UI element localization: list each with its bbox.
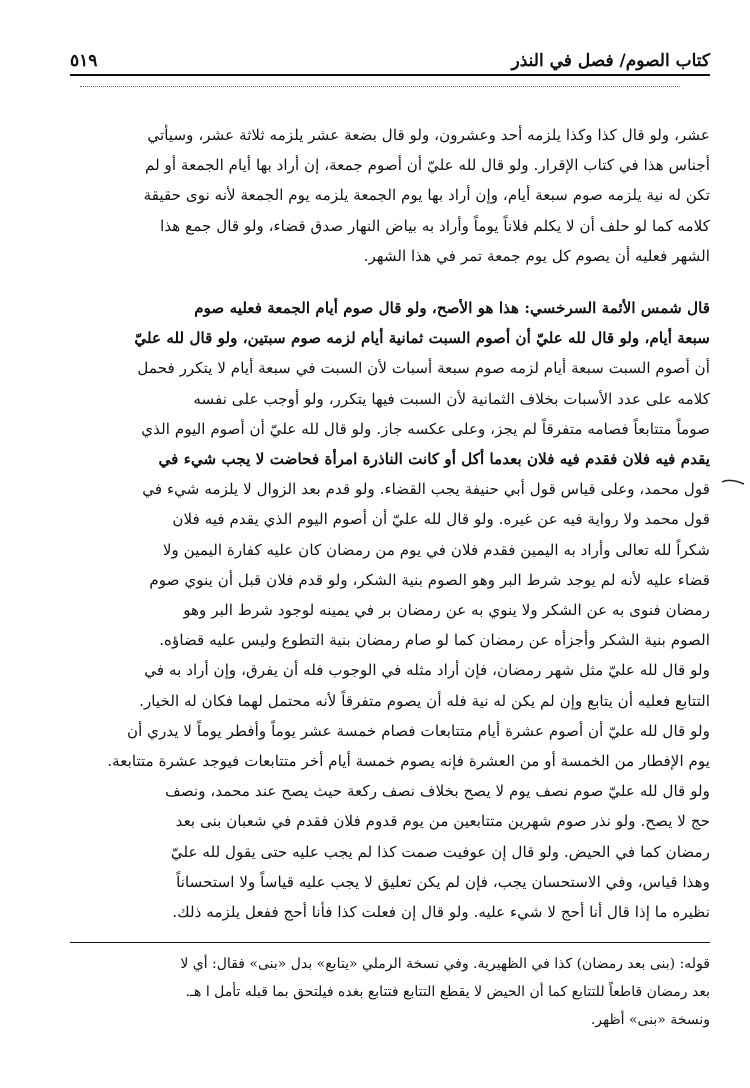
- text-line: التتابع فعليه أن يتابع وإن لم يكن له نية فله أن يصوم متفرقاً لأنه محتمل لهما فكان له الخيار.: [139, 691, 710, 710]
- footnotes: [70, 950, 710, 1034]
- text-line: ولو قال لله عليّ صوم نصف يوم لا يصح بخلاف نصف ركعة حيث يصح عند محمد، ونصف: [165, 782, 710, 801]
- text-line: كلامه على عدد الأسبات بخلاف الثمانية لأن السبت فيها يتكرر، ولو أوجب على نفسه: [193, 389, 710, 408]
- text-line: ولو قال لله عليّ مثل شهر رمضان، فإن أراد مثله في الوجوب فله أن يفرق، وإن أراد به في: [144, 661, 710, 680]
- text-line: الشهر فعليه أن يصوم كل يوم جمعة تمر في هذا الشهر.: [363, 246, 710, 265]
- dotted-separator: [80, 86, 680, 87]
- text-line: رمضان فنوى به عن الشكر ولا ينوي به عن رمضان بر في يمينه لوجود شرط البر وهو: [183, 601, 710, 620]
- text-line: قول محمد ولا رواية فيه عن غيره. ولو قال لله عليّ أن أصوم اليوم الذي يقدم فيه فلان: [172, 510, 710, 529]
- text-line: رمضان كما في الحيض. ولو قال إن عوفيت صمت كذا لم يجب عليه حتى يقول لله عليّ: [170, 842, 710, 861]
- text-line: أن أصوم السبت سبعة أيام لزمه صوم سبعة أسبات لأن السبت في سبعة أيام لا يتكرر فحمل: [137, 359, 710, 378]
- text-line: قال شمس الأئمة السرخسي: هذا هو الأصح، ولو قال صوم أيام الجمعة فعليه صوم: [194, 299, 710, 318]
- text-line: قول محمد، وعلى قياس قول أبي حنيفة يجب القضاء. ولو قدم بعد الزوال لا يلزمه شيء في: [142, 480, 710, 499]
- text-line: وهذا قياس، وفي الاستحسان يجب، فإن لم يكن تعليق لا يجب عليه قياساً ولا استحساناً: [176, 872, 710, 891]
- page-number: ٥١٩: [70, 51, 98, 71]
- text-line: يوم الإفطار من الخمسة أو من العشرة فإنه يصوم خمسة أيام أخر متتابعات فيوجد عشرة متتابعة.: [107, 752, 710, 771]
- text-line: ولو قال لله عليّ أن أصوم عشرة أيام متتابعات فصام خمسة عشر يوماً وأفطر يوماً لا يدري أن: [126, 721, 710, 740]
- text-line: سبعة أيام، ولو قال لله عليّ أن أصوم السبت ثمانية أيام لزمه صوم سبتين، ولو قال لله عليّ: [134, 329, 710, 348]
- text-line: تكن له نية يلزمه صوم سبعة أيام، وإن أراد بها يوم الجمعة يلزمه يوم الجمعة لأنه نوى حقيقة: [143, 186, 710, 205]
- footnote-rule: [70, 942, 710, 943]
- running-title: كتاب الصوم/ فصل في النذر: [511, 51, 710, 71]
- page-header: [70, 44, 710, 76]
- text-line: قضاء عليه لأنه لم يوجد شرط البر وهو الصوم بنية الشكر، ولو قدم فلان قبل أن ينوي صوم: [149, 570, 710, 589]
- footnote-line: بعد رمضان قاطعاً للتتابع كما أن الحيض لا يقطع التتابع فتتابع بغده فيلتحق بما قبله تأمل ا هـ.: [185, 984, 710, 1000]
- footnote-line: ونسخة «بنى» أظهر.: [590, 1012, 710, 1028]
- text-line: يقدم فيه فلان فقدم فيه فلان بعدما أكل أو كانت الناذرة امرأة فحاضت لا يجب شيء في: [158, 450, 710, 469]
- text-line: شكراً لله تعالى وأراد به اليمين فقدم فلان في يوم من رمضان كان عليه كفارة اليمين ولا: [162, 540, 710, 559]
- text-line: الصوم بنية الشكر وأجزأه عن رمضان كما لو صام رمضان بنية التطوع وليس عليه قضاؤه.: [159, 631, 710, 650]
- paragraph-gap: [70, 271, 710, 293]
- main-text: [70, 120, 710, 927]
- margin-pointer-mark: [720, 476, 746, 488]
- text-line: أجناس هذا في كتاب الإقرار. ولو قال لله عليّ أن أصوم جمعة، إن أراد بها أيام الجمعة أو لم: [144, 156, 710, 175]
- text-line: نظيره ما إذا قال أنا أحج لا شيء عليه. ولو قال إن فعلت كذا فأنا أحج ففعل يلزمه ذلك.: [172, 903, 710, 922]
- text-line: حج لا يصح. ولو نذر صوم شهرين متتابعين من يوم قدوم فلان فقدم في شعبان بنى بعد: [175, 812, 710, 831]
- text-line: صوماً متتابعاً فصامه متفرقاً لم يجز، وعلى عكسه جاز. ولو قال لله عليّ أن أصوم اليوم الذي: [141, 419, 710, 438]
- text-line: عشر، ولو قال كذا وكذا يلزمه أحد وعشرون، ولو قال بضعة عشر يلزمه ثلاثة عشر، وسيأتي: [147, 126, 710, 144]
- text-line: كلامه كما لو حلف أن لا يكلم فلاناً يوماً وأراد به بياض النهار صدق قضاء، ولو قال جمع هذا: [160, 216, 710, 235]
- footnote-line: قوله: (بنى بعد رمضان) كذا في الظهيرية. وفي نسخة الرملي «يتابع» بدل «بنى» فقال: أي لا: [180, 956, 710, 972]
